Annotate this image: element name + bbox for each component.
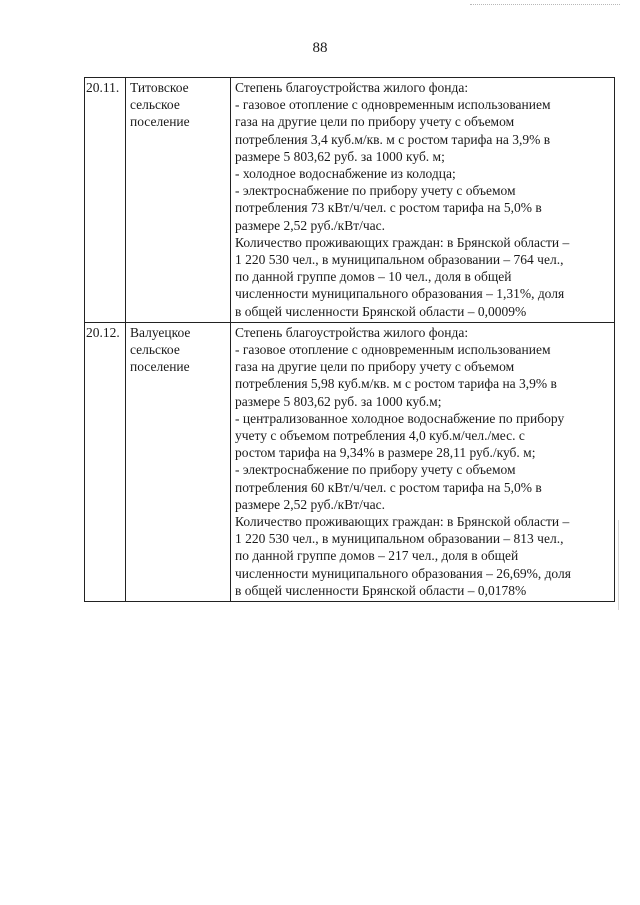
top-edge-dotted-rule: [470, 4, 620, 5]
settlement-name-line: сельское: [130, 97, 180, 113]
row-number-cell: 20.12.: [85, 322, 126, 601]
row-number-cell: 20.11.: [85, 78, 126, 323]
description-line: размере 2,52 руб./кВт/час.: [235, 217, 386, 233]
table-row: [85, 322, 615, 601]
description-line: потребления 5,98 куб.м/кв. м с ростом тарифа на 3,9% в: [235, 376, 557, 392]
description-line: ростом тарифа на 9,34% в размере 28,11 руб./куб. м;: [235, 445, 536, 461]
description-line: Степень благоустройства жилого фонда:: [235, 80, 469, 95]
description-line: численности муниципального образования – 1,31%, доля: [235, 286, 565, 302]
settlement-name-cell: [126, 78, 231, 323]
description-line: потребления 3,4 куб.м/кв. м с ростом тарифа на 3,9% в: [235, 131, 551, 147]
description-line: Количество проживающих граждан: в Брянской области –: [235, 514, 570, 530]
table-row: [85, 78, 615, 323]
settlement-name-line: поселение: [130, 359, 190, 375]
description-line: потребления 73 кВт/ч/чел. с ростом тарифа на 5,0% в: [235, 200, 542, 216]
settlement-name-line: сельское: [130, 342, 180, 358]
description-line: газа на другие цели по прибору учету с объемом: [235, 114, 515, 130]
settlement-name-line: Титовское: [130, 80, 189, 95]
description-line: 1 220 530 чел., в муниципальном образовании – 764 чел.,: [235, 252, 564, 268]
description-line: по данной группе домов – 217 чел., доля в общей: [235, 548, 519, 564]
description-line: - централизованное холодное водоснабжение по прибору: [235, 410, 565, 426]
settlement-name-line: Валуецкое: [130, 324, 191, 340]
description-line: учету с объемом потребления 4,0 куб.м/чел./мес. с: [235, 428, 525, 444]
description-line: 1 220 530 чел., в муниципальном образовании – 813 чел.,: [235, 531, 564, 547]
description-line: газа на другие цели по прибору учету с объемом: [235, 359, 515, 375]
page-number: 88: [312, 40, 328, 56]
description-line: численности муниципального образования – 26,69%, доля: [235, 565, 571, 581]
description-line: - электроснабжение по прибору учету с объемом: [235, 183, 516, 199]
description-line: Количество проживающих граждан: в Брянской области –: [235, 234, 570, 250]
description-line: размере 5 803,62 руб. за 1000 куб. м;: [235, 148, 445, 164]
description-line: размере 5 803,62 руб. за 1000 куб.м;: [235, 393, 442, 409]
description-line: потребления 60 кВт/ч/чел. с ростом тарифа на 5,0% в: [235, 479, 542, 495]
description-line: - газовое отопление с одновременным использованием: [235, 342, 551, 358]
description-line: Степень благоустройства жилого фонда:: [235, 324, 469, 340]
settlement-name-line: поселение: [130, 114, 190, 130]
description-cell: [231, 78, 615, 323]
description-line: в общей численности Брянской области – 0,0178%: [235, 582, 527, 598]
description-line: - газовое отопление с одновременным использованием: [235, 97, 551, 113]
description-line: по данной группе домов – 10 чел., доля в общей: [235, 269, 512, 285]
description-line: - холодное водоснабжение из колодца;: [235, 166, 456, 182]
description-cell: [231, 322, 615, 601]
settlement-name-cell: [126, 322, 231, 601]
description-line: в общей численности Брянской области – 0,0009%: [235, 303, 527, 319]
scan-edge-mark: [618, 520, 619, 610]
description-line: размере 2,52 руб./кВт/час.: [235, 496, 386, 512]
settlements-table: [84, 77, 615, 602]
description-line: - электроснабжение по прибору учету с объемом: [235, 462, 516, 478]
